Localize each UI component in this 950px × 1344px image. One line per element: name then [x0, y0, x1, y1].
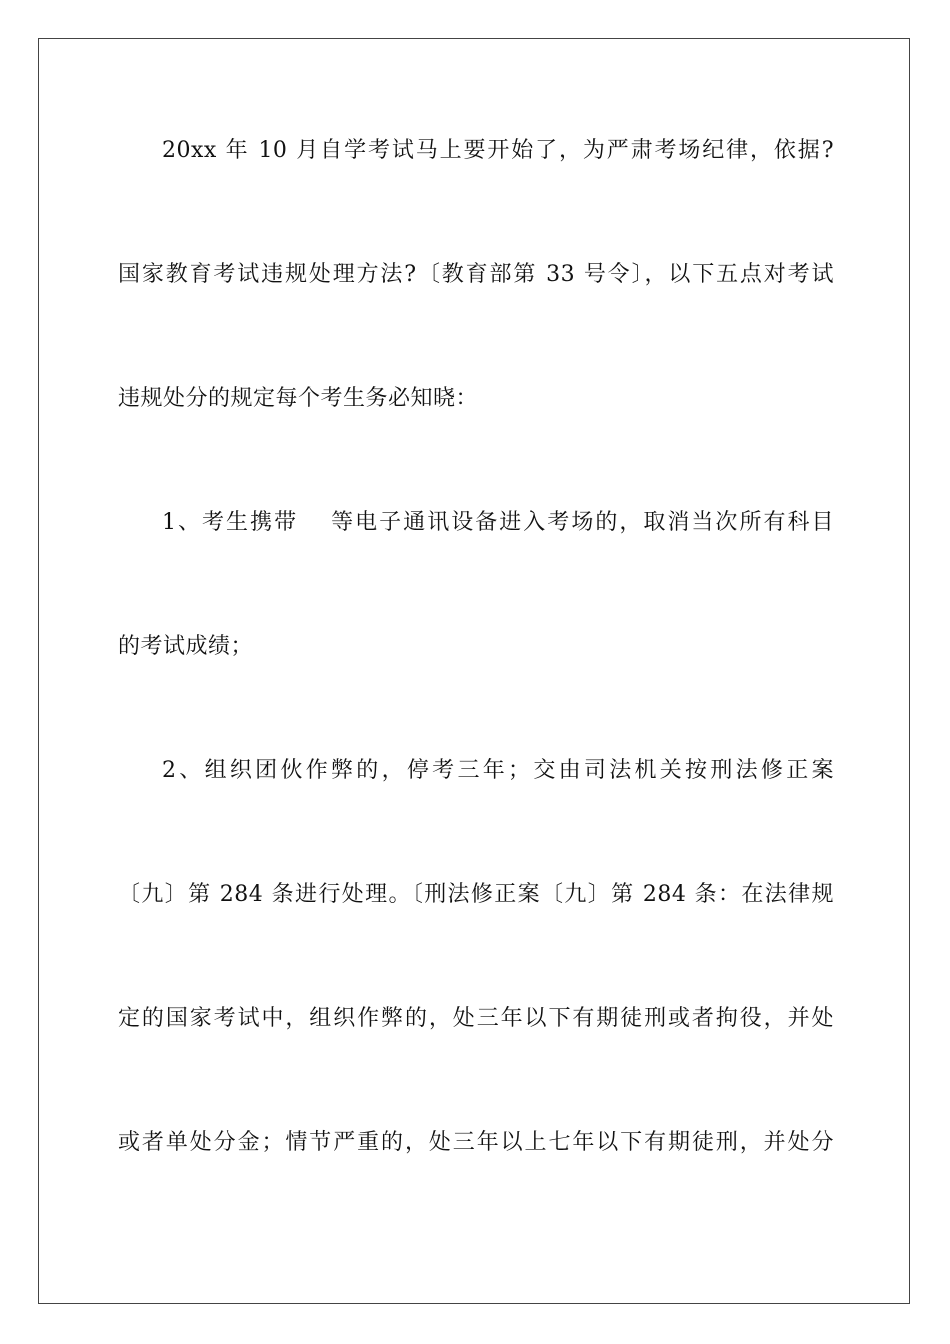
- paragraph-line: 2、组织团伙作弊的，停考三年；交由司法机关按刑法修正案: [162, 758, 834, 783]
- paragraph-line: 国家教育考试违规处理方法?〔教育部第 33 号令〕，以下五点对考试: [118, 262, 834, 287]
- paragraph-line: 20xx 年 10 月自学考试马上要开始了，为严肃考场纪律，依据?: [162, 138, 834, 163]
- paragraph-line: 的考试成绩；: [118, 634, 254, 659]
- paragraph-line: 〔九〕第 284 条进行处理。〔刑法修正案〔九〕第 284 条：在法律规: [118, 882, 834, 907]
- paragraph-line: 1、考生携带 等电子通讯设备进入考场的，取消当次所有科目: [162, 510, 834, 535]
- page-border: [38, 38, 910, 1304]
- paragraph-line: 定的国家考试中，组织作弊的，处三年以下有期徒刑或者拘役，并处: [118, 1006, 834, 1031]
- paragraph-line: 违规处分的规定每个考生务必知晓：: [118, 386, 479, 411]
- paragraph-line: 或者单处分金；情节严重的，处三年以上七年以下有期徒刑，并处分: [118, 1130, 834, 1155]
